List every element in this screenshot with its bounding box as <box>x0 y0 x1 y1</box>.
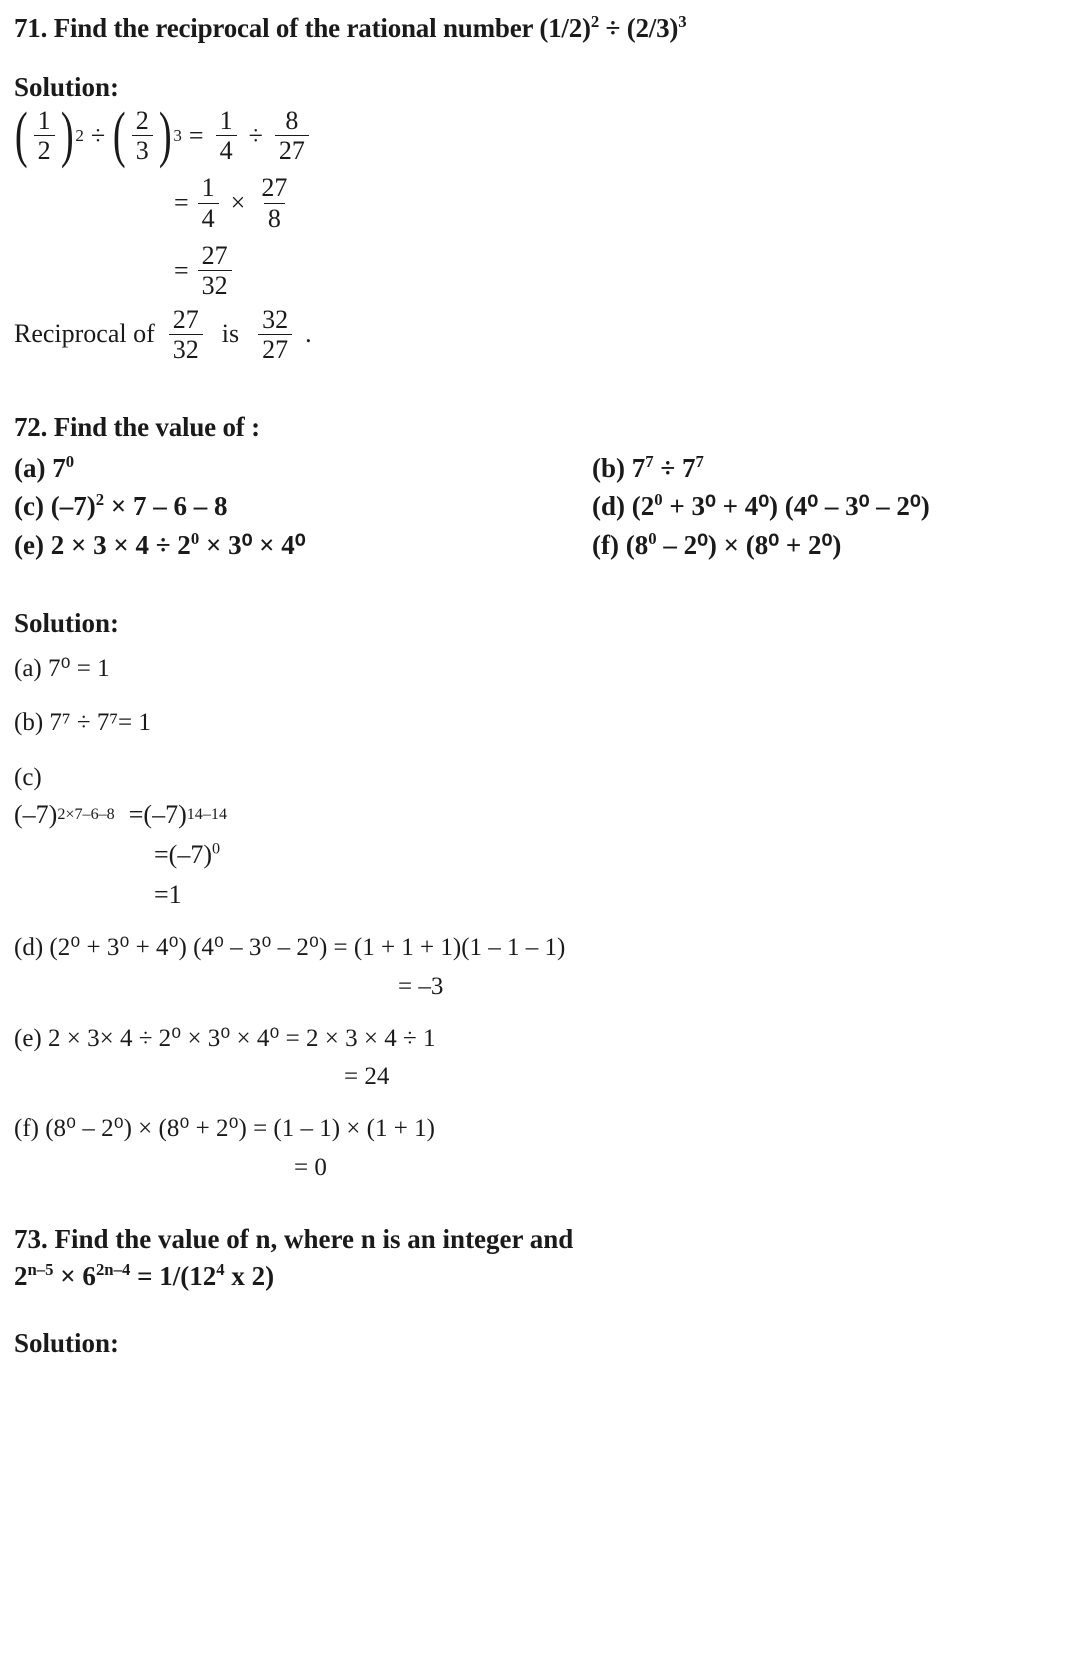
question-71-title-mid: ÷ (2/3) <box>598 13 679 43</box>
solution-e-line-1: (e) 2 × 3× 4 ÷ 2⁰ × 3⁰ × 4⁰ = 2 × 3 × 4 ÷ 1 <box>14 1024 436 1052</box>
fraction-denominator: 32 <box>169 334 203 363</box>
option-d <box>592 487 1065 525</box>
option-a-label: (a) 7 <box>14 452 66 483</box>
fraction-denominator: 4 <box>198 203 219 232</box>
option-c-tail: × 7 – 6 – 8 <box>104 491 228 522</box>
question-71-solution-label: Solution: <box>14 71 120 102</box>
solution-a: (a) 7⁰ = 1 <box>14 654 110 682</box>
solution-f-line-1: (f) (8⁰ – 2⁰) × (8⁰ + 2⁰) = (1 – 1) × (1 + 1) <box>14 1115 435 1143</box>
q73-base-2: × 6 <box>53 1260 96 1291</box>
fraction-thirtytwo-twentysevenths <box>258 306 292 364</box>
option-b-label: (b) 7 <box>592 452 646 483</box>
right-paren-close-icon: ) <box>158 101 172 170</box>
option-f-exponent: 0 <box>648 528 657 548</box>
solution-c-equals: =(–7) <box>128 800 187 830</box>
option-c-label: (c) (–7) <box>14 491 96 522</box>
solution-d-line-2: = –3 <box>398 972 444 1000</box>
option-f-label: (f) (8 <box>592 529 649 560</box>
fraction-numerator: 32 <box>262 304 289 334</box>
option-f-tail: – 2⁰) × (8⁰ + 2⁰) <box>656 529 842 560</box>
solution-d-line-1: (d) (2⁰ + 3⁰ + 4⁰) (4⁰ – 3⁰ – 2⁰) = (1 + 1 + 1)(1 – 1 – 1) <box>14 934 566 962</box>
multiply-operator: × <box>230 188 246 218</box>
option-b <box>592 449 1065 487</box>
fraction-denominator: 3 <box>132 135 153 164</box>
q73-tail: x 2) <box>224 1260 275 1291</box>
fraction-numerator: 27 <box>261 173 288 203</box>
fraction-denominator: 27 <box>258 334 292 363</box>
fraction-numerator: 8 <box>285 105 299 135</box>
solution-c-line-2 <box>154 840 1065 870</box>
question-71-exponent-2: 3 <box>678 12 687 31</box>
question-72-title: 72. Find the value of : <box>14 412 260 443</box>
fraction-one-fourth <box>198 174 219 232</box>
fraction-denominator: 32 <box>198 270 232 299</box>
right-paren-open-icon: ( <box>113 101 126 170</box>
solution-f-line-2: = 0 <box>294 1153 327 1181</box>
equals-sign: = <box>188 120 204 150</box>
fraction-twentyseven-thirtyseconds <box>169 306 203 364</box>
question-72-solution-label: Solution: <box>14 607 120 638</box>
solution-c-line-2-text: =(–7) <box>154 840 212 870</box>
fraction-numerator: 1 <box>219 105 233 135</box>
fraction-numerator: 27 <box>172 304 199 334</box>
q73-base-3: = 1/(12 <box>130 1260 217 1291</box>
fraction-twentyseven-thirtyseconds <box>198 242 232 300</box>
q73-exponent-1: n–5 <box>27 1259 54 1279</box>
option-d-exponent: 0 <box>654 490 663 510</box>
reciprocal-label: Reciprocal of <box>14 319 155 349</box>
equals-sign: = <box>174 255 189 285</box>
option-c-exponent: 2 <box>95 490 105 510</box>
question-71-title <box>14 12 1065 46</box>
fraction-denominator: 8 <box>264 203 285 232</box>
q71-reciprocal-statement <box>14 306 1065 364</box>
solution-c-base: (–7) <box>14 800 58 830</box>
divide-operator-2: ÷ <box>248 120 263 150</box>
fraction-numerator: 27 <box>201 240 228 270</box>
q71-step-3 <box>174 242 1065 300</box>
left-paren-close-icon: ) <box>60 101 74 170</box>
fraction-numerator: 2 <box>135 105 149 135</box>
option-d-label: (d) (2 <box>592 491 655 522</box>
option-c <box>14 487 592 525</box>
option-e-tail: × 3⁰ × 4⁰ <box>199 529 306 560</box>
fraction-two-thirds <box>132 107 153 165</box>
option-a-exponent: 0 <box>65 451 75 471</box>
solution-b: (b) 7⁷ ÷ 7⁷= 1 <box>14 709 151 737</box>
question-73-solution-label: Solution: <box>14 1328 120 1359</box>
solution-e-line-2: = 24 <box>344 1063 390 1091</box>
fraction-numerator: 1 <box>37 105 51 135</box>
period: . <box>305 319 312 349</box>
question-71-exponent-1: 2 <box>590 12 599 31</box>
q71-step-1: ( $\frac{1}{2}$ ) 2 ÷ ( $\frac{2}{3}$ ) 3 = $\frac{1}{4}$ ÷ $\frac{8}{27}$ <box>14 107 1065 165</box>
fraction-numerator: 1 <box>201 173 215 203</box>
option-f <box>592 526 1065 564</box>
solution-c-line-2-exponent: 0 <box>211 840 221 858</box>
option-e <box>14 526 592 564</box>
fraction-eight-twentysevenths <box>275 107 309 165</box>
q73-exponent-2: 2n–4 <box>95 1259 131 1279</box>
option-b-exponent: 7 <box>645 451 654 471</box>
question-72-options <box>14 449 1065 564</box>
fraction-denominator: 2 <box>34 135 55 164</box>
left-paren-open-icon: ( <box>14 101 28 170</box>
option-b-tail-exponent: 7 <box>695 451 704 471</box>
fraction-one-fourth <box>216 107 237 165</box>
question-73-title-line-2 <box>14 1259 1065 1294</box>
equals-sign: = <box>174 188 189 218</box>
option-e-exponent: 0 <box>190 528 200 548</box>
question-71-title-text: 71. Find the reciprocal of the rational number (1/2) <box>14 13 591 43</box>
divide-operator: ÷ <box>90 120 106 150</box>
q73-exponent-3: 4 <box>216 1259 225 1279</box>
fraction-twentyseven-eighths <box>257 174 291 232</box>
question-73-title-line-1: 73. Find the value of n, where n is an integer and <box>14 1223 574 1254</box>
fraction-one-half <box>34 107 55 165</box>
q71-step-2 <box>174 174 1065 232</box>
solution-c-line-1: (–7) 2×7–6–8 =(–7) 14–14 <box>14 800 228 830</box>
solution-c-label: (c) <box>14 763 42 791</box>
q73-base-1: 2 <box>14 1260 28 1291</box>
option-a <box>14 449 592 487</box>
fraction-denominator: 4 <box>216 135 237 164</box>
fraction-denominator: 27 <box>275 135 309 164</box>
is-label: is <box>221 319 240 349</box>
solution-c-line-3: =1 <box>154 880 182 910</box>
option-b-tail: ÷ 7 <box>653 452 696 483</box>
option-e-label: (e) 2 × 3 × 4 ÷ 2 <box>14 529 191 560</box>
option-d-tail: + 3⁰ + 4⁰) (4⁰ – 3⁰ – 2⁰) <box>662 491 930 522</box>
